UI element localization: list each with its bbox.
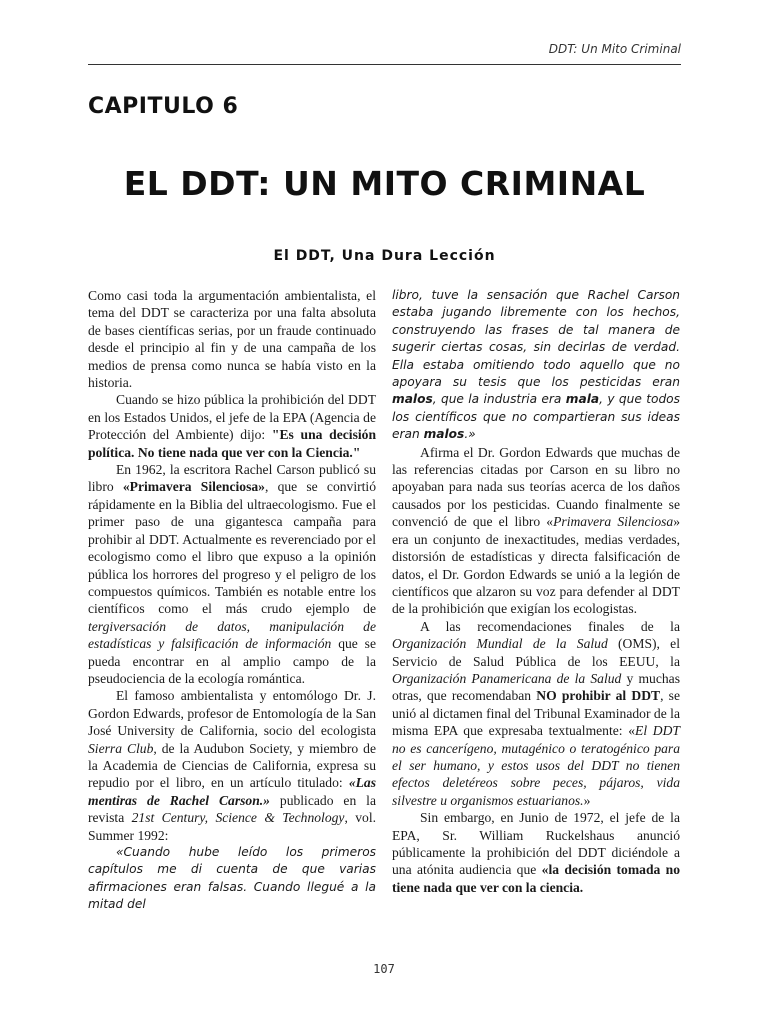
- left-column: [88, 287, 376, 914]
- text-run: Cuando se hizo pública la prohibición del DDT en los Estados Unidos, el jefe de la EPA (Agencia de Protección del Ambiente) dijo:: [88, 392, 376, 443]
- emphasis: tergiversación de datos, manipulación de estadísticas y falsificación de información: [88, 618, 376, 652]
- chapter-title: EL DDT: UN MITO CRIMINAL: [123, 164, 646, 203]
- tribunal-quote: El DDT no es cancerígeno, mutagénico o teratogénico para el ser humano, y estos usos del DDT no tienen efectos deletéreos sobre peces, pájaros, vida silvestre u organismos estuarianos.: [392, 723, 680, 808]
- emphasis-bold: malos: [423, 427, 465, 442]
- text-run: , se unió al dictamen final del Tribunal Examinador de la misma EPA que expresaba textualmente: «: [392, 688, 681, 739]
- page-number: 107: [373, 962, 395, 976]
- organization-name: Organización Mundial de la Salud: [392, 636, 608, 652]
- running-header: DDT: Un Mito Criminal: [548, 42, 681, 56]
- quote-block: [88, 844, 376, 914]
- section-heading: El DDT, Una Dura Lección: [273, 248, 496, 264]
- emphasis-bold: malos: [392, 392, 433, 407]
- magazine-title: 21st Century, Science & Technology: [131, 810, 345, 826]
- quote-start: «Cuando hube leído los primeros capítulos me di cuenta de que varias afirmaciones eran falsas. Cuando llegué a la mitad del: [88, 845, 376, 912]
- text-run: » era un conjunto de inexactitudes, medias verdades, distorsión de estadísticas y directa falsificación de datos, el Dr. Gordon Edwards se unió a la legión de científicos que alzaron su voz para defender al DDT de la prohibición que exigían los ecologistas.: [392, 514, 681, 617]
- ruckelshaus-statement: «la decisión tomada no tiene nada que ver con la ciencia.: [392, 862, 681, 895]
- paragraph-carson: [88, 461, 376, 687]
- text-run: y muchas otras, que recomendaban: [392, 670, 680, 704]
- paragraph-intro: Como casi toda la argumentación ambientalista, el tema del DDT se caracteriza por una falta absoluta de bases científicas serias, por un fraude continuado desde el principio al fin y de una campaña de los medios de prensa como nunca se había visto en la historia.: [88, 288, 376, 391]
- book-title: Primavera Silenciosa: [553, 514, 674, 530]
- text-run: El famoso ambientalista y entomólogo Dr. J. Gordon Edwards, profesor de Entomología de la San José University de California, socio del ecologista: [88, 688, 376, 739]
- text-run: Sin embargo, en Junio de 1972, el jefe de la EPA, Sr. William Ruckelshaus anunció públicamente la prohibición del DDT diciéndole a una atónita audiencia que: [392, 810, 680, 878]
- text-run: Afirma el Dr. Gordon Edwards que muchas de las referencias citadas por Carson en su libro no apoyaban para nada sus teorías acerca de los daños causados por los pesticidas. Cuando finalmente se convenció de que el libro «: [392, 444, 680, 530]
- text-run: A las recomendaciones finales de la: [420, 618, 680, 634]
- organization-name: Sierra Club: [88, 740, 154, 756]
- paragraph-recommendations: [392, 618, 680, 809]
- paragraph-references: [392, 444, 680, 618]
- paragraph-ruckelshaus: [392, 809, 680, 896]
- text-run: (OMS), el Servicio de Salud Pública de los EEUU, la: [392, 636, 680, 669]
- epa-statement: "Es una decisión política. No tiene nada que ver con la Ciencia.": [88, 427, 377, 460]
- chapter-label: CAPITULO 6: [88, 94, 239, 119]
- text-run: , de la Audubon Society, y miembro de la Academia de Ciencias de California, expresa su repudio por el libro, en un artículo titulado:: [88, 740, 376, 791]
- text-run: que se pueda encontrar en al amplio campo de la pseudociencia de la ecología romántica.: [88, 636, 377, 686]
- text-run: , que la industria era: [432, 392, 566, 407]
- text-run: , vol. Summer 1992:: [88, 810, 376, 843]
- text-run: »: [583, 792, 591, 808]
- paragraph-edwards: [88, 687, 376, 844]
- paragraph-epa-quote: [88, 391, 376, 461]
- quote-continuation: [392, 287, 680, 444]
- book-title: «Primavera Silenciosa»: [122, 479, 265, 495]
- quote-text: [392, 287, 680, 444]
- article-title: «Las mentiras de Rachel Carson.»: [88, 775, 376, 808]
- right-column: [392, 287, 680, 896]
- emphasis-bold: NO prohibir al DDT: [536, 688, 661, 704]
- text-run: .»: [464, 427, 476, 442]
- text-run: publicado en la revista: [88, 792, 376, 826]
- text-run: , que se convirtió rápidamente en la Biblia del ultraecologismo. Fue el primer paso de una gigantesca campaña para prohibir al DDT. Actualmente es reverenciado por el ecologismo como el libro que expuso a la opinión pública los horrores del progreso y el peligro de los compuestos químicos. También es notable entre los científicos como el más crudo ejemplo de: [88, 479, 376, 617]
- header-rule: [88, 64, 681, 65]
- text-run: , y que todos los científicos que no compartieran sus ideas eran: [392, 392, 680, 442]
- text-run: En 1962, la escritora Rachel Carson publicó su libro: [88, 462, 376, 495]
- emphasis-bold: mala: [565, 392, 600, 407]
- organization-name: Organización Panamericana de la Salud: [392, 670, 622, 686]
- text-run: libro, tuve la sensación que Rachel Carson estaba jugando libremente con los hechos, construyendo las frases de tal manera de sugerir ciertas cosas, sin decirlas de verdad. Ella estaba omitiendo todo aquello que no apoyara su tesis que los pesticidas eran: [392, 288, 680, 390]
